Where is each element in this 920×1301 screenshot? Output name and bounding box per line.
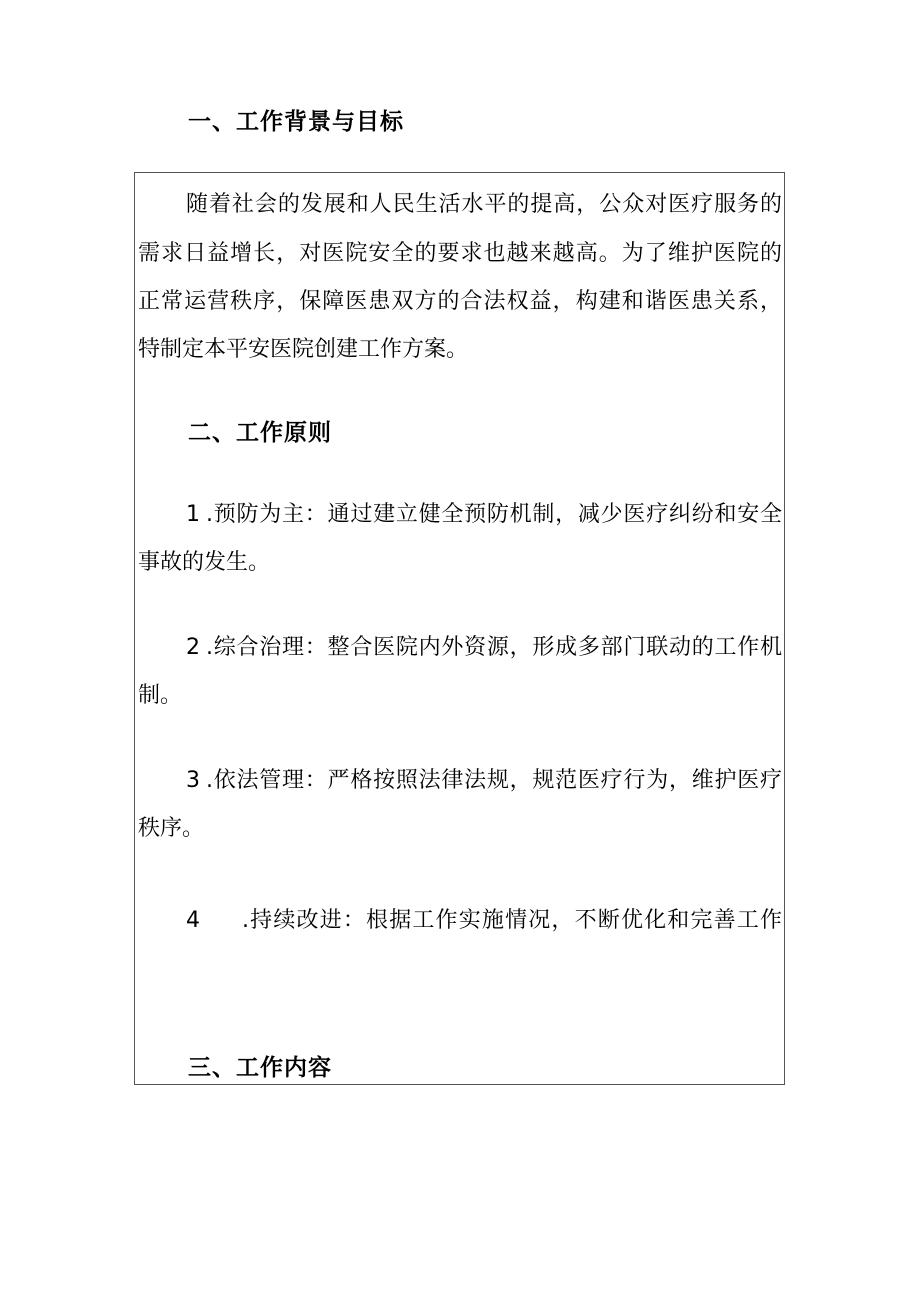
- paragraph-line: 需求日益增长，对医院安全的要求也越来越高。为了维护医院的: [138, 241, 782, 266]
- item-number: 3: [186, 768, 200, 793]
- item-text: .依法管理：严格按照法律法规，规范医疗行为，维护医疗: [206, 768, 782, 793]
- section-2-heading: 二、工作原则: [188, 420, 332, 446]
- section-3-heading: 三、工作内容: [188, 1055, 332, 1081]
- item-text: .持续改进：根据工作实施情况，不断优化和完善工作: [242, 908, 782, 933]
- paragraph-line: 特制定本平安医院创建工作方案。: [138, 337, 469, 362]
- paragraph-line: 正常运营秩序，保障医患双方的合法权益，构建和谐医患关系，: [138, 289, 782, 314]
- item-text: 秩序。: [138, 816, 205, 841]
- item-text: 事故的发生。: [138, 550, 271, 575]
- section-1-heading: 一、工作背景与目标: [188, 109, 404, 135]
- item-text: 制。: [138, 683, 183, 708]
- item-number: 4: [186, 908, 200, 933]
- paragraph-line: 随着社会的发展和人民生活水平的提高，公众对医疗服务的: [186, 192, 782, 217]
- item-text: .预防为主：通过建立健全预防机制，减少医疗纠纷和安全: [206, 502, 782, 527]
- item-text: .综合治理：整合医院内外资源，形成多部门联动的工作机: [206, 635, 782, 660]
- item-number: 1: [186, 502, 200, 527]
- item-number: 2: [186, 635, 200, 660]
